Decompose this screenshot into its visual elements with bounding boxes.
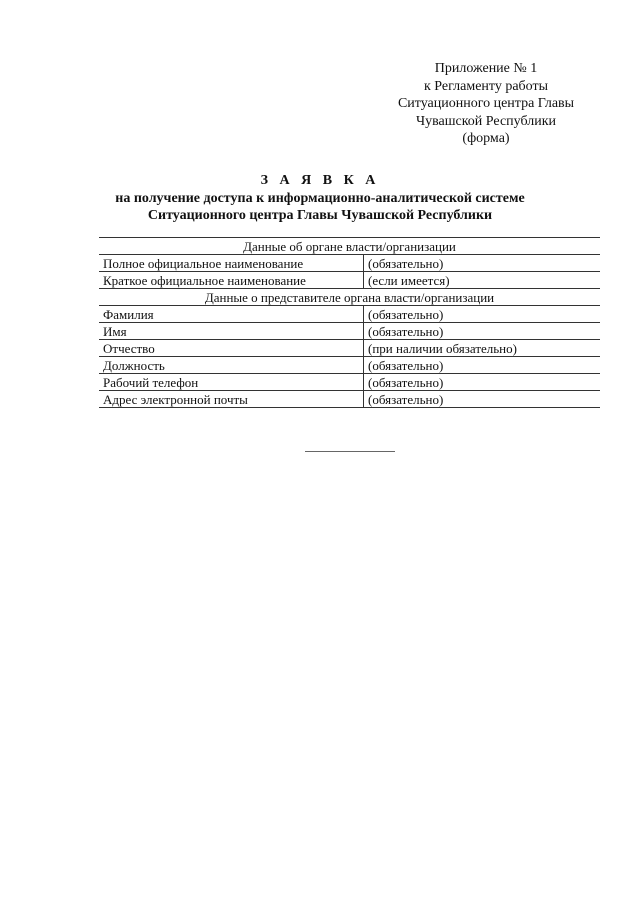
appendix-header: [383, 60, 589, 148]
appendix-number: Приложение № 1: [434, 61, 538, 76]
table-row: [99, 323, 600, 340]
row-label: Фамилия: [99, 306, 364, 323]
row-value: (при наличии обязательно): [364, 340, 601, 357]
document-title-block: [80, 172, 560, 224]
section-header-organization: Данные об органе власти/организации: [99, 238, 600, 255]
row-label: Краткое официальное наименование: [99, 272, 364, 289]
section-header-representative: Данные о представителе органа власти/организации: [99, 289, 600, 306]
appendix-form-note: (форма): [462, 131, 510, 146]
row-label: Должность: [99, 357, 364, 374]
table-row: [99, 306, 600, 323]
document-title: З А Я В К А: [260, 173, 380, 188]
document-subtitle-line1: на получение доступа к информационно-аналитической системе: [115, 191, 525, 206]
row-value: (обязательно): [364, 391, 601, 408]
row-label: Имя: [99, 323, 364, 340]
section-header-row: [99, 289, 600, 306]
row-value: (обязательно): [364, 374, 601, 391]
table-row: [99, 255, 600, 272]
table-row: [99, 391, 600, 408]
row-label: Отчество: [99, 340, 364, 357]
appendix-reference: к Регламенту работы: [423, 78, 549, 94]
table-row: [99, 357, 600, 374]
closing-divider-line: [305, 451, 395, 452]
application-form-table: [99, 237, 600, 408]
row-value: (обязательно): [364, 306, 601, 323]
table-row: [99, 340, 600, 357]
row-value: (обязательно): [364, 357, 601, 374]
row-label: Полное официальное наименование: [99, 255, 364, 272]
table-row: [99, 374, 600, 391]
row-value: (если имеется): [364, 272, 601, 289]
appendix-reference-center: Ситуационного центра Главы: [397, 96, 575, 111]
appendix-reference-republic: Чувашской Республики: [415, 113, 557, 129]
document-subtitle-line2: Ситуационного центра Главы Чувашской Республики: [147, 208, 493, 223]
row-value: (обязательно): [364, 323, 601, 340]
section-header-row: [99, 238, 600, 255]
row-value: (обязательно): [364, 255, 601, 272]
row-label: Адрес электронной почты: [99, 391, 364, 408]
table-row: [99, 272, 600, 289]
row-label: Рабочий телефон: [99, 374, 364, 391]
